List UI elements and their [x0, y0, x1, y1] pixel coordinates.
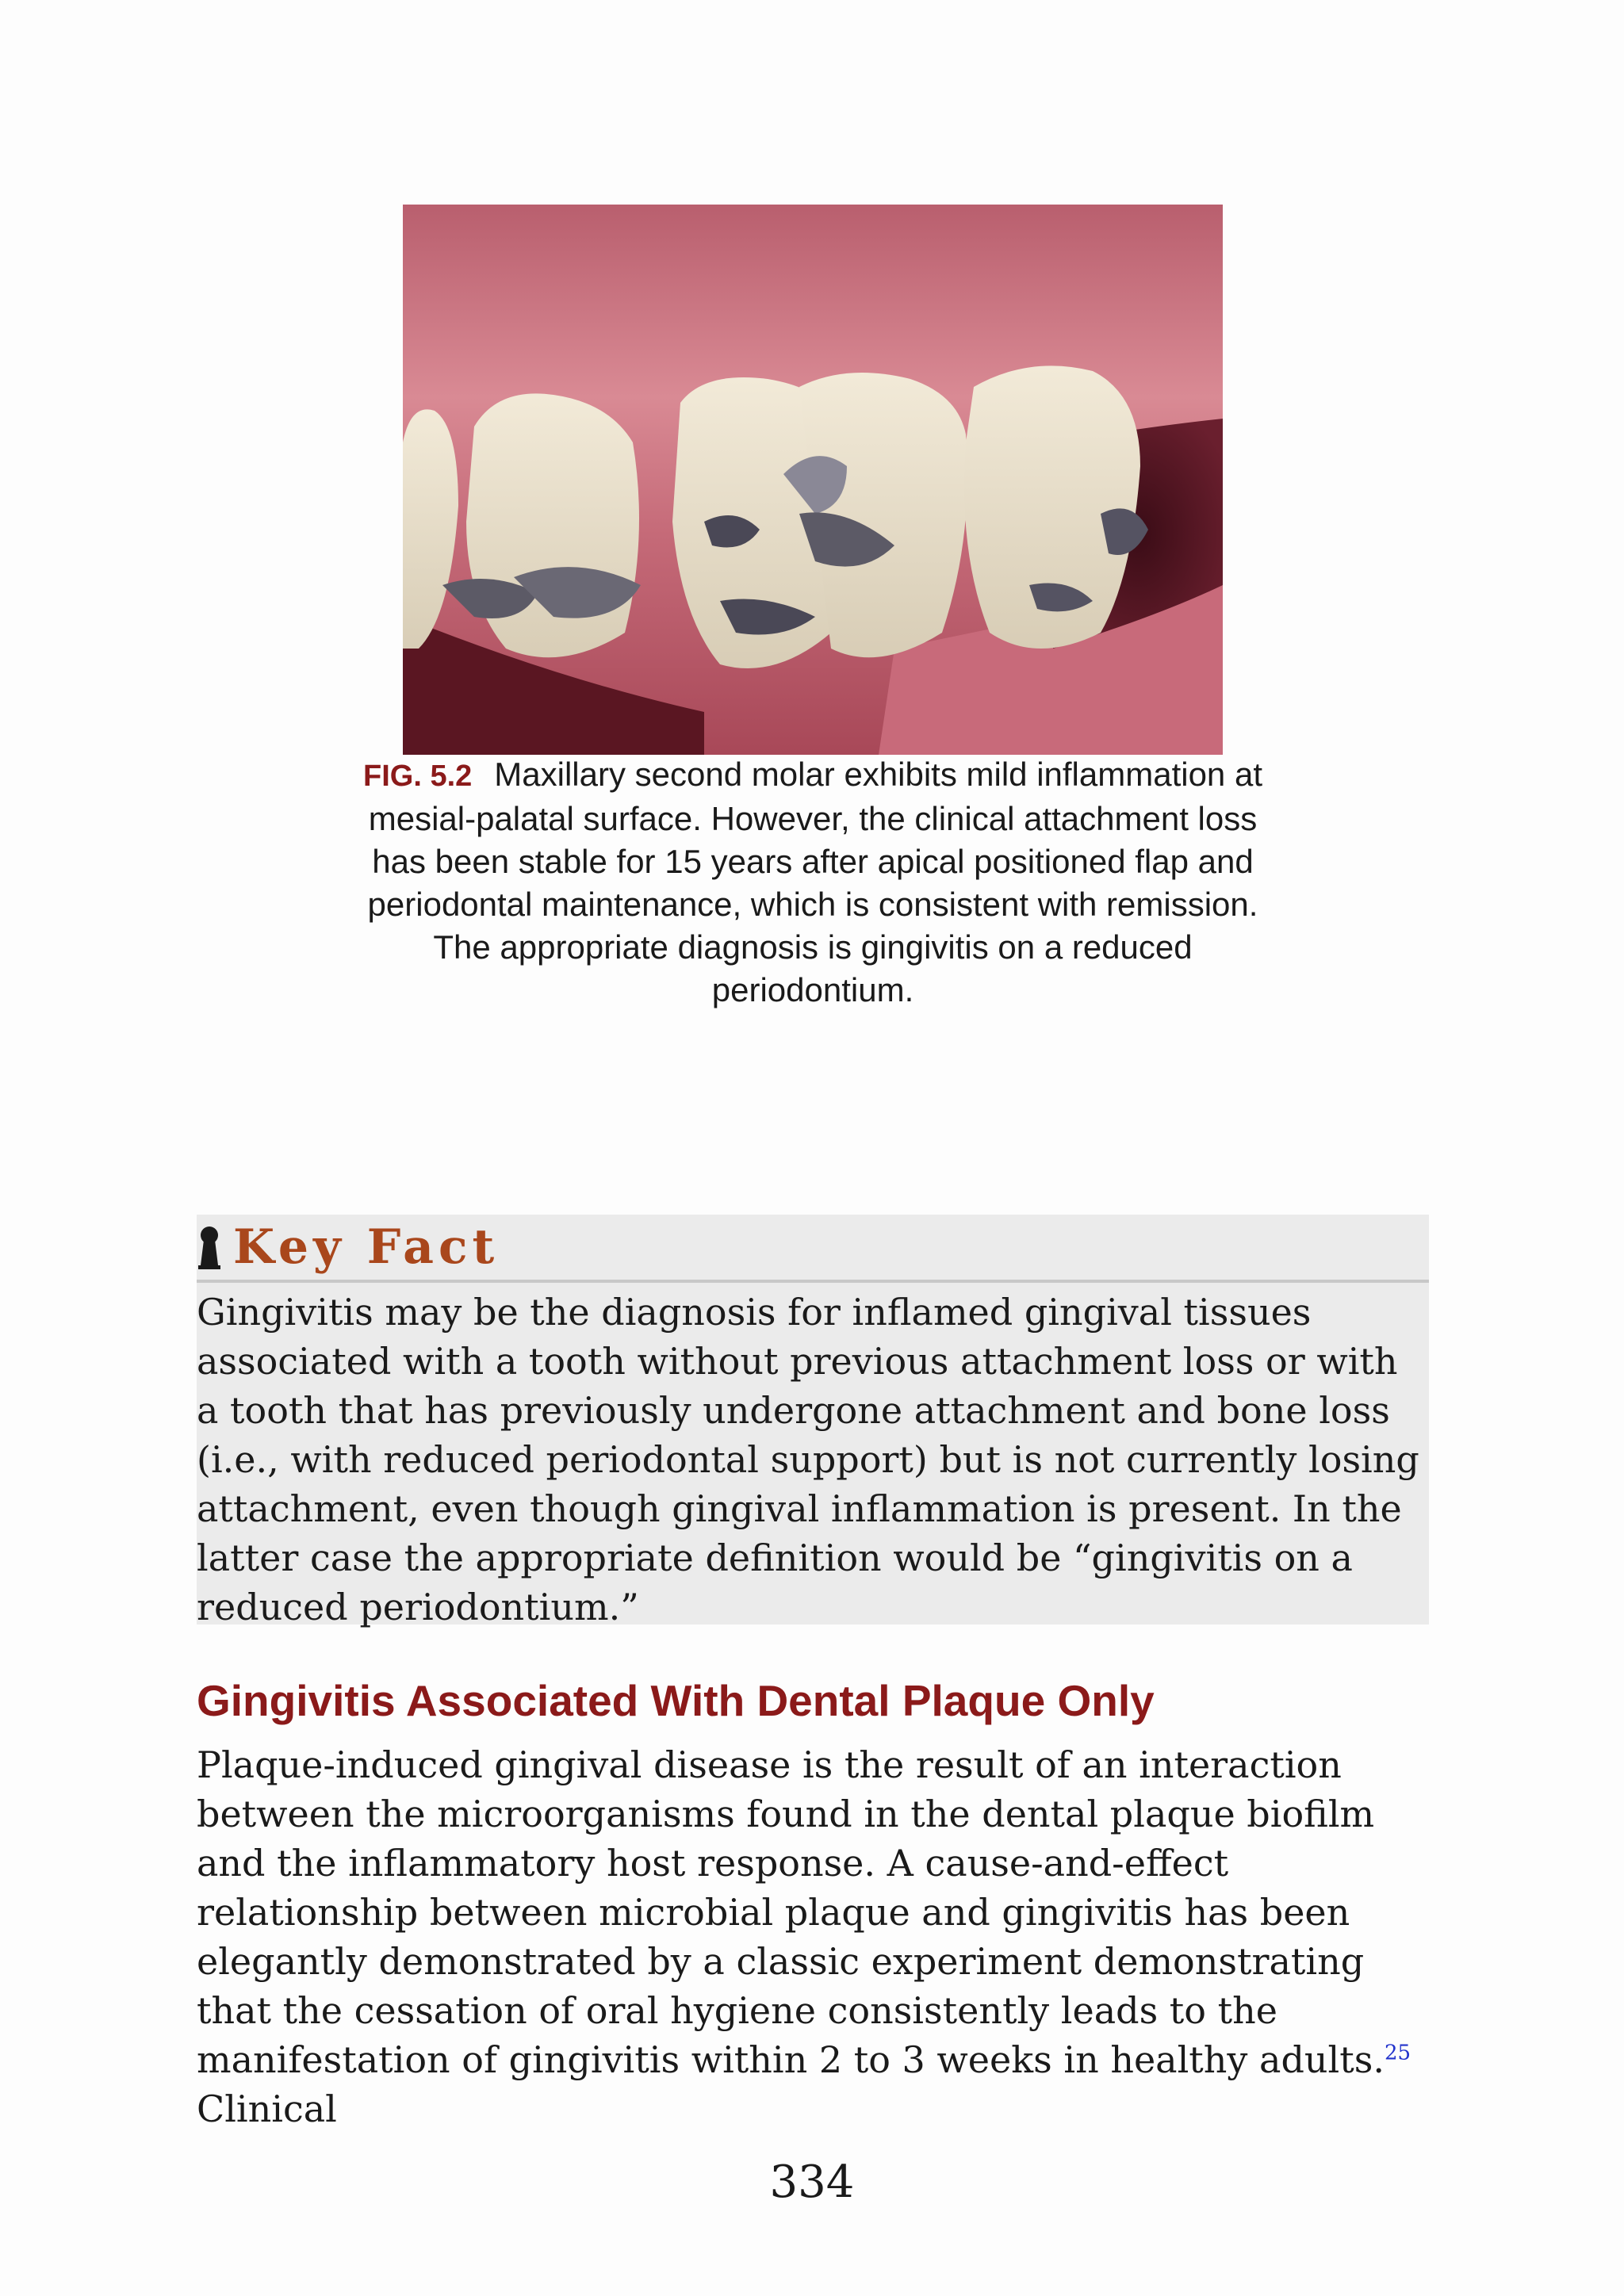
body-paragraph: [197, 1740, 1434, 2133]
photo-illustration: [403, 205, 1223, 755]
section-heading: Gingivitis Associated With Dental Plaque Only: [197, 1676, 1155, 1725]
keyhole-icon: [197, 1226, 222, 1270]
figure-caption: [349, 753, 1277, 1012]
key-fact-text: Gingivitis may be the diagnosis for inflamed gingival tissues associated with a tooth without previous attachment loss or with a tooth that has previously undergone attachment and bone loss (i.e., with reduced periodontal support) but is not currently losing attachment, even though gingival inflammation is present. In the latter case the appropriate definition would be “gingivitis on a reduced periodontium.”: [197, 1291, 1419, 1628]
page-number: 334: [769, 2156, 855, 2208]
key-fact-title: Key Fact: [233, 1219, 500, 1275]
figure-caption-text: Maxillary second molar exhibits mild inflammation at mesial-palatal surface. However, the clinical attachment loss has been stable for 15 years after apical positioned flap and periodontal maintenance, which is consistent with remission. The appropriate diagnosis is gingivitis on a reduced periodontium.: [367, 756, 1262, 1008]
reference-link[interactable]: 25: [1384, 2041, 1411, 2065]
key-fact-box: [197, 1215, 1429, 1628]
figure-photo-molar-gingiva: [403, 205, 1223, 755]
key-fact-header: [197, 1215, 1429, 1283]
figure-label: FIG. 5.2: [363, 760, 473, 793]
body-text-continuation: Clinical: [197, 2087, 337, 2130]
body-text-main: Plaque-induced gingival disease is the result of an interaction between the microorganisms found in the dental plaque biofilm and the inflammatory host response. A cause-and-effect relationship between microbial plaque and gingivitis has been elegantly demonstrated by a classic experiment demonstrating that the cessation of oral hygiene consistently leads to the manifestation of gingivitis within 2 to 3 weeks in healthy adults.: [197, 1743, 1385, 2081]
